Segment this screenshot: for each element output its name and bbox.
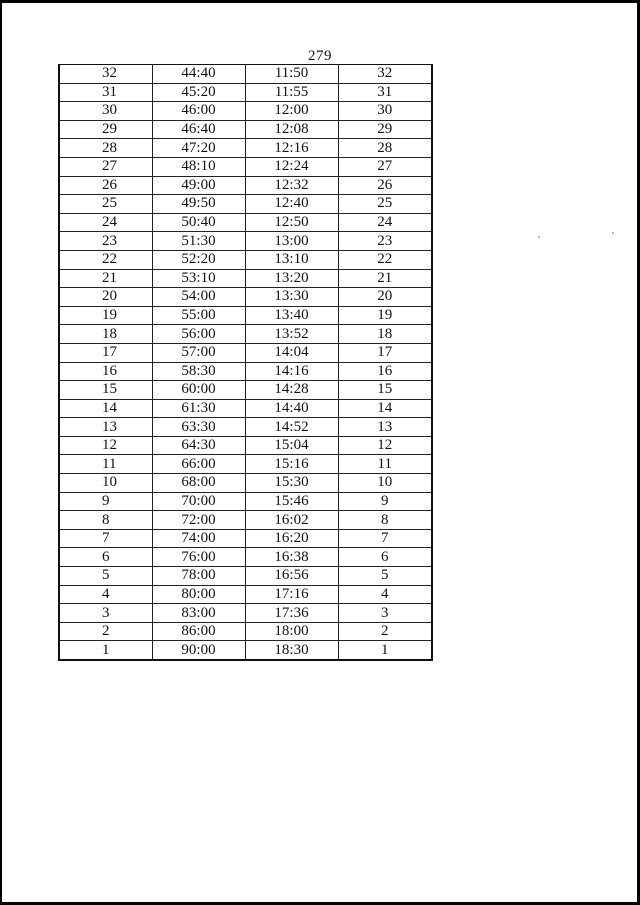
table-cell: 12:40 [245,195,338,214]
table-cell: 90:00 [152,641,245,660]
table-cell: 15:46 [245,492,338,511]
table-cell: 21 [338,269,432,288]
table-row [59,288,432,307]
table-row [59,418,432,437]
table-row [59,157,432,176]
table-cell: 80:00 [152,585,245,604]
table-cell: 32 [338,65,432,84]
table-cell: 44:40 [152,65,245,84]
table-cell: 8 [59,511,152,530]
table-cell: 21 [59,269,152,288]
table-cell: 46:00 [152,102,245,121]
table-cell: 16 [338,362,432,381]
table-cell: 3 [59,604,152,623]
table-row [59,65,432,84]
table-cell: 17 [338,343,432,362]
table-row [59,325,432,344]
table-cell: 18 [338,325,432,344]
table-cell: 16:20 [245,529,338,548]
table-cell: 11 [338,455,432,474]
table-cell: 28 [59,139,152,158]
table-cell: 14:16 [245,362,338,381]
table-cell: 54:00 [152,288,245,307]
table-cell: 18:00 [245,622,338,641]
table-cell: 22 [338,250,432,269]
table-cell: 23 [338,232,432,251]
table-cell: 14:28 [245,381,338,400]
table-cell: 48:10 [152,157,245,176]
table-cell: 13:10 [245,250,338,269]
table-cell: 16:56 [245,567,338,586]
score-table-body [59,65,432,661]
table-cell: 32 [59,65,152,84]
table-cell: 12 [59,436,152,455]
table-cell: 13:40 [245,306,338,325]
table-cell: 7 [59,529,152,548]
table-cell: 14:40 [245,399,338,418]
table-cell: 11:55 [245,83,338,102]
table-cell: 52:20 [152,250,245,269]
table-cell: 12 [338,436,432,455]
table-row [59,120,432,139]
table-cell: 30 [59,102,152,121]
table-cell: 29 [338,120,432,139]
table-cell: 1 [338,641,432,660]
table-row [59,232,432,251]
table-cell: 31 [338,83,432,102]
table-cell: 76:00 [152,548,245,567]
table-cell: 24 [338,213,432,232]
table-row [59,585,432,604]
table-cell: 27 [59,157,152,176]
table-cell: 11:50 [245,65,338,84]
table-row [59,176,432,195]
table-cell: 19 [338,306,432,325]
table-cell: 50:40 [152,213,245,232]
table-cell: 14 [338,399,432,418]
table-cell: 64:30 [152,436,245,455]
table-cell: 17:36 [245,604,338,623]
table-cell: 29 [59,120,152,139]
table-cell: 14:52 [245,418,338,437]
table-cell: 53:10 [152,269,245,288]
table-cell: 12:00 [245,102,338,121]
table-row [59,474,432,493]
table-cell: 26 [338,176,432,195]
table-cell: 6 [59,548,152,567]
table-cell: 1 [59,641,152,660]
table-cell: 17:16 [245,585,338,604]
table-cell: 16:38 [245,548,338,567]
table-cell: 16 [59,362,152,381]
table-row [59,622,432,641]
table-cell: 4 [59,585,152,604]
table-cell: 2 [338,622,432,641]
table-cell: 63:30 [152,418,245,437]
table-cell: 12:50 [245,213,338,232]
table-cell: 20 [338,288,432,307]
table-cell: 8 [338,511,432,530]
table-cell: 7 [338,529,432,548]
table-cell: 51:30 [152,232,245,251]
table-cell: 56:00 [152,325,245,344]
score-table [58,64,433,661]
table-cell: 24 [59,213,152,232]
table-row [59,250,432,269]
page-border-top [0,0,640,3]
table-row [59,567,432,586]
table-cell: 70:00 [152,492,245,511]
table-cell: 13 [338,418,432,437]
table-cell: 18 [59,325,152,344]
table-row [59,213,432,232]
table-cell: 45:20 [152,83,245,102]
table-cell: 14 [59,399,152,418]
table-cell: 27 [338,157,432,176]
table-cell: 15:16 [245,455,338,474]
table-cell: 46:40 [152,120,245,139]
scan-speck [612,232,614,234]
table-cell: 13:30 [245,288,338,307]
table-cell: 12:24 [245,157,338,176]
table-cell: 72:00 [152,511,245,530]
table-row [59,511,432,530]
table-cell: 78:00 [152,567,245,586]
table-row [59,548,432,567]
table-cell: 2 [59,622,152,641]
table-cell: 14:04 [245,343,338,362]
table-row [59,195,432,214]
table-row [59,139,432,158]
table-row [59,306,432,325]
table-row [59,102,432,121]
table-cell: 22 [59,250,152,269]
table-cell: 61:30 [152,399,245,418]
table-cell: 19 [59,306,152,325]
page-number: 279 [308,48,332,64]
table-row [59,399,432,418]
table-cell: 47:20 [152,139,245,158]
table-cell: 3 [338,604,432,623]
table-cell: 13 [59,418,152,437]
table-cell: 60:00 [152,381,245,400]
table-cell: 57:00 [152,343,245,362]
table-cell: 15:04 [245,436,338,455]
table-row [59,436,432,455]
table-cell: 28 [338,139,432,158]
table-cell: 66:00 [152,455,245,474]
table-cell: 13:20 [245,269,338,288]
table-cell: 20 [59,288,152,307]
table-cell: 10 [338,474,432,493]
table-cell: 31 [59,83,152,102]
table-cell: 13:00 [245,232,338,251]
table-cell: 49:00 [152,176,245,195]
scan-speck [538,236,540,238]
table-cell: 86:00 [152,622,245,641]
table-cell: 4 [338,585,432,604]
table-row [59,604,432,623]
table-cell: 17 [59,343,152,362]
table-row [59,455,432,474]
table-cell: 25 [338,195,432,214]
table-cell: 68:00 [152,474,245,493]
table-row [59,362,432,381]
table-cell: 23 [59,232,152,251]
table-cell: 15 [59,381,152,400]
table-cell: 5 [338,567,432,586]
table-cell: 11 [59,455,152,474]
table-cell: 9 [338,492,432,511]
table-cell: 55:00 [152,306,245,325]
table-cell: 58:30 [152,362,245,381]
table-row [59,269,432,288]
table-cell: 12:08 [245,120,338,139]
page-border-left [0,0,2,905]
table-cell: 13:52 [245,325,338,344]
table-cell: 16:02 [245,511,338,530]
table-cell: 12:16 [245,139,338,158]
table-row [59,381,432,400]
table-row [59,641,432,660]
table-cell: 12:32 [245,176,338,195]
table-cell: 25 [59,195,152,214]
table-row [59,492,432,511]
table-row [59,343,432,362]
table-row [59,529,432,548]
table-cell: 10 [59,474,152,493]
table-cell: 18:30 [245,641,338,660]
score-table-container [58,64,431,661]
table-cell: 74:00 [152,529,245,548]
table-cell: 26 [59,176,152,195]
table-cell: 83:00 [152,604,245,623]
table-cell: 5 [59,567,152,586]
table-cell: 9 [59,492,152,511]
table-cell: 15:30 [245,474,338,493]
table-cell: 6 [338,548,432,567]
table-cell: 30 [338,102,432,121]
table-row [59,83,432,102]
table-cell: 49:50 [152,195,245,214]
table-cell: 15 [338,381,432,400]
